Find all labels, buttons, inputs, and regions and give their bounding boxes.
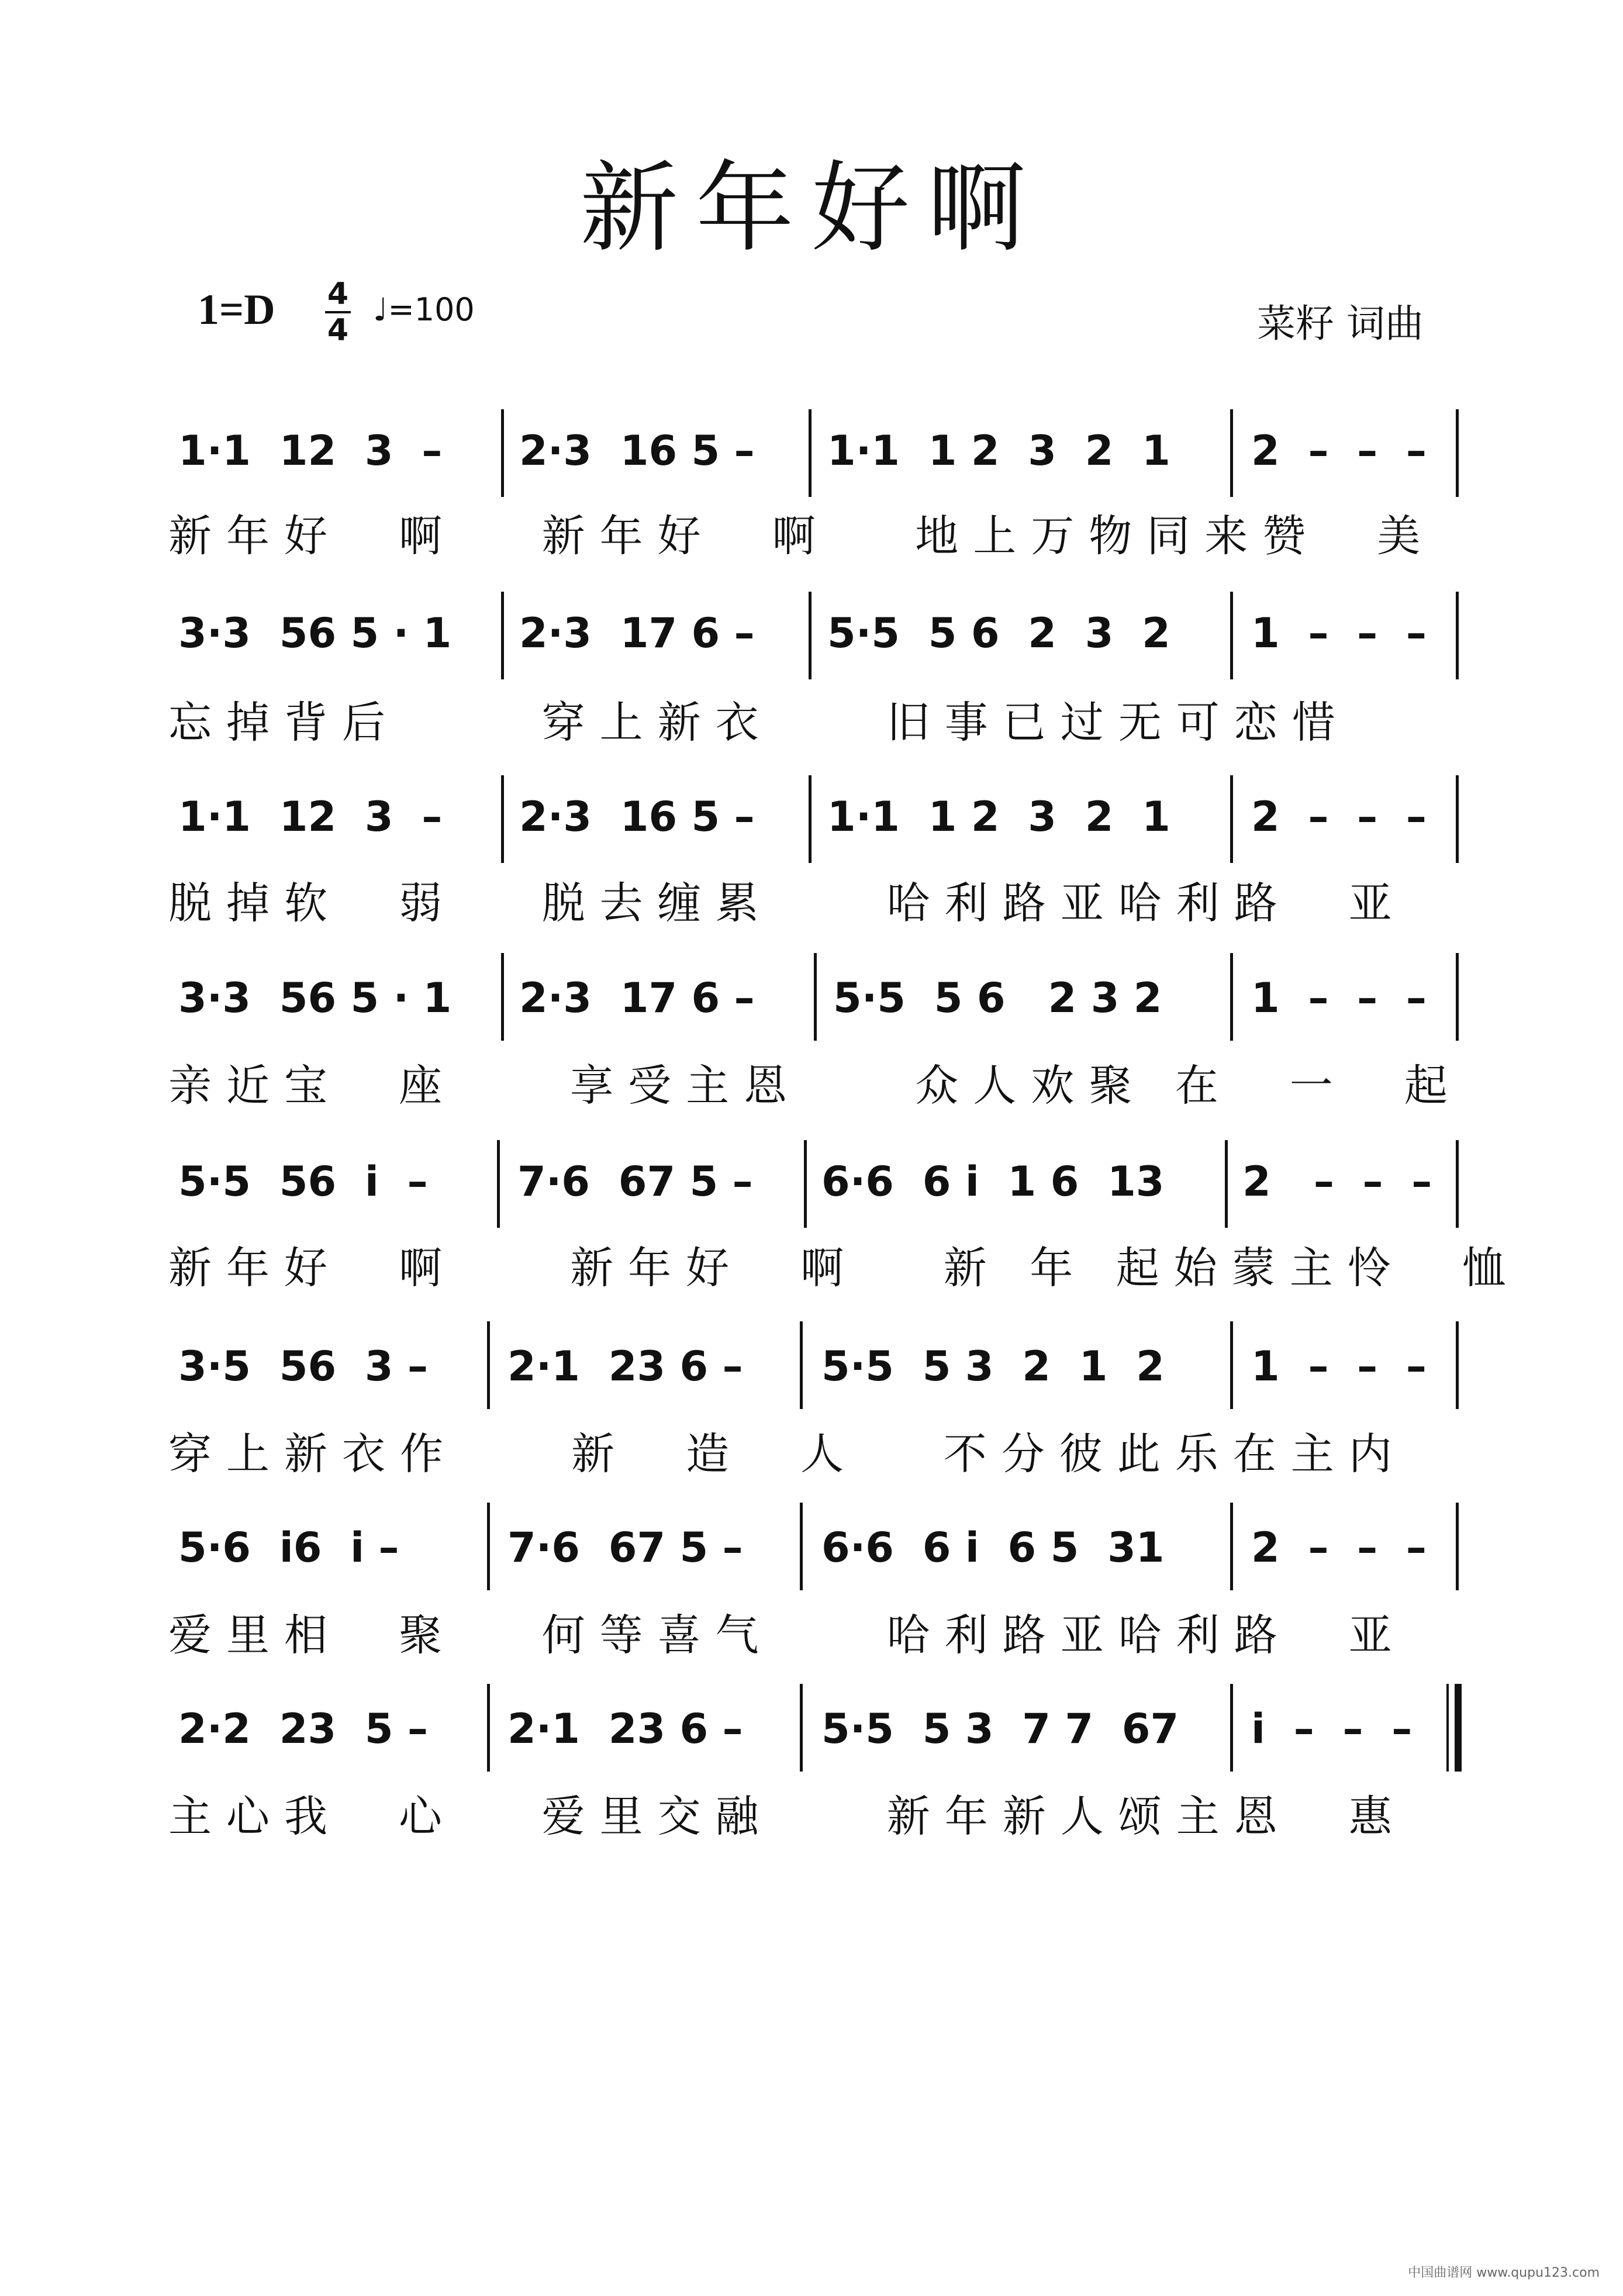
lyrics-line: 主心我 心 爱里交融 新年新人颂主恩 惠	[168, 1791, 1407, 1842]
barline	[1456, 953, 1459, 1041]
barline	[501, 953, 504, 1041]
tempo-marking: ♩=100	[373, 291, 475, 328]
measure: 2·1 23 6 –	[507, 1342, 743, 1390]
measure: 2·1 23 6 –	[507, 1705, 743, 1753]
measure: 1·1 1 2 3 2 1	[827, 793, 1170, 841]
measure: 5·5 5 6 2 3 2	[833, 974, 1162, 1022]
measure: 1 – – –	[1251, 609, 1427, 657]
measure: 2·3 17 6 –	[519, 609, 755, 657]
barline	[1456, 1321, 1459, 1409]
lyrics-line: 穿上新衣作 新 造 人 不分彼此乐在主内	[168, 1429, 1407, 1479]
measure: 2 – – –	[1251, 793, 1427, 841]
song-title: 新年好啊	[580, 151, 1043, 265]
measure: 1·1 12 3 –	[178, 427, 443, 475]
measure: 3·5 56 3 –	[178, 1342, 428, 1390]
measure: 1 – – –	[1251, 1342, 1427, 1390]
key-signature: 1=D	[198, 286, 275, 334]
barline	[1456, 409, 1459, 497]
barline	[487, 1321, 490, 1409]
measure: 2·3 16 5 –	[519, 427, 755, 475]
barline	[501, 409, 504, 497]
measure: 1 – – –	[1251, 974, 1427, 1022]
measure: 2 – – –	[1251, 1524, 1427, 1572]
measure: 7·6 67 5 –	[517, 1158, 753, 1206]
barline	[1456, 1503, 1459, 1590]
final-barline-thin	[1446, 1684, 1449, 1772]
final-barline-thick	[1455, 1684, 1462, 1772]
measure: 5·6 i6 i –	[178, 1524, 399, 1572]
barline	[1456, 592, 1459, 679]
composer-credit: 菜籽 词曲	[1257, 301, 1424, 346]
barline	[1230, 409, 1233, 497]
barline	[501, 775, 504, 863]
measure: 2·3 16 5 –	[519, 793, 755, 841]
barline	[1225, 1140, 1228, 1228]
barline	[1456, 1140, 1459, 1228]
barline	[487, 1684, 490, 1772]
barline	[1230, 1503, 1233, 1590]
measure: 2 – – –	[1242, 1158, 1432, 1206]
barline	[809, 775, 811, 863]
barline	[497, 1140, 500, 1228]
lyrics-line: 脱掉软 弱 脱去缠累 哈利路亚哈利路 亚	[168, 878, 1407, 928]
measure: 5·5 5 3 7 7 67	[821, 1705, 1179, 1753]
barline	[814, 953, 817, 1041]
barline	[800, 1684, 803, 1772]
barline	[1230, 592, 1233, 679]
measure: 2·3 17 6 –	[519, 974, 755, 1022]
measure: 5·5 56 i –	[178, 1158, 428, 1206]
barline	[800, 1503, 803, 1590]
barline	[809, 592, 811, 679]
barline	[800, 1321, 803, 1409]
barline	[804, 1140, 807, 1228]
measure: 6·6 6 i 1 6 13	[821, 1158, 1165, 1206]
lyrics-line: 亲近宝 座 享受主恩 众人欢聚 在 一 起	[168, 1061, 1462, 1111]
measure: 2 – – –	[1251, 427, 1427, 475]
lyrics-line: 忘掉背后 穿上新衣 旧事已过无可恋惜	[168, 698, 1350, 748]
measure: 3·3 56 5 · 1	[178, 974, 452, 1022]
measure: 1·1 1 2 3 2 1	[827, 427, 1170, 475]
lyrics-line: 新年好 啊 新年好 啊 新 年 起始蒙主怜 恤	[168, 1243, 1520, 1293]
barline	[1456, 775, 1459, 863]
time-signature-bottom: 4	[327, 313, 349, 348]
barline	[1230, 1684, 1233, 1772]
time-signature-top: 4	[327, 277, 349, 312]
lyrics-line: 新年好 啊 新年好 啊 地上万物同来赞 美	[168, 511, 1435, 561]
measure: 5·5 5 3 2 1 2	[821, 1342, 1165, 1390]
barline	[487, 1503, 490, 1590]
lyrics-line: 爱里相 聚 何等喜气 哈利路亚哈利路 亚	[168, 1610, 1407, 1660]
measure: 7·6 67 5 –	[507, 1524, 743, 1572]
barline	[809, 409, 811, 497]
barline	[1230, 1321, 1233, 1409]
measure: i – – –	[1251, 1705, 1413, 1753]
measure: 1·1 12 3 –	[178, 793, 443, 841]
barline	[1230, 775, 1233, 863]
measure: 5·5 5 6 2 3 2	[827, 609, 1170, 657]
barline	[501, 592, 504, 679]
time-signature	[323, 277, 353, 347]
watermark: 中国曲谱网 www.qupu123.com	[1408, 2266, 1600, 2280]
measure: 6·6 6 i 6 5 31	[821, 1524, 1165, 1572]
measure: 3·3 56 5 · 1	[178, 609, 452, 657]
measure: 2·2 23 5 –	[178, 1705, 428, 1753]
barline	[1230, 953, 1233, 1041]
